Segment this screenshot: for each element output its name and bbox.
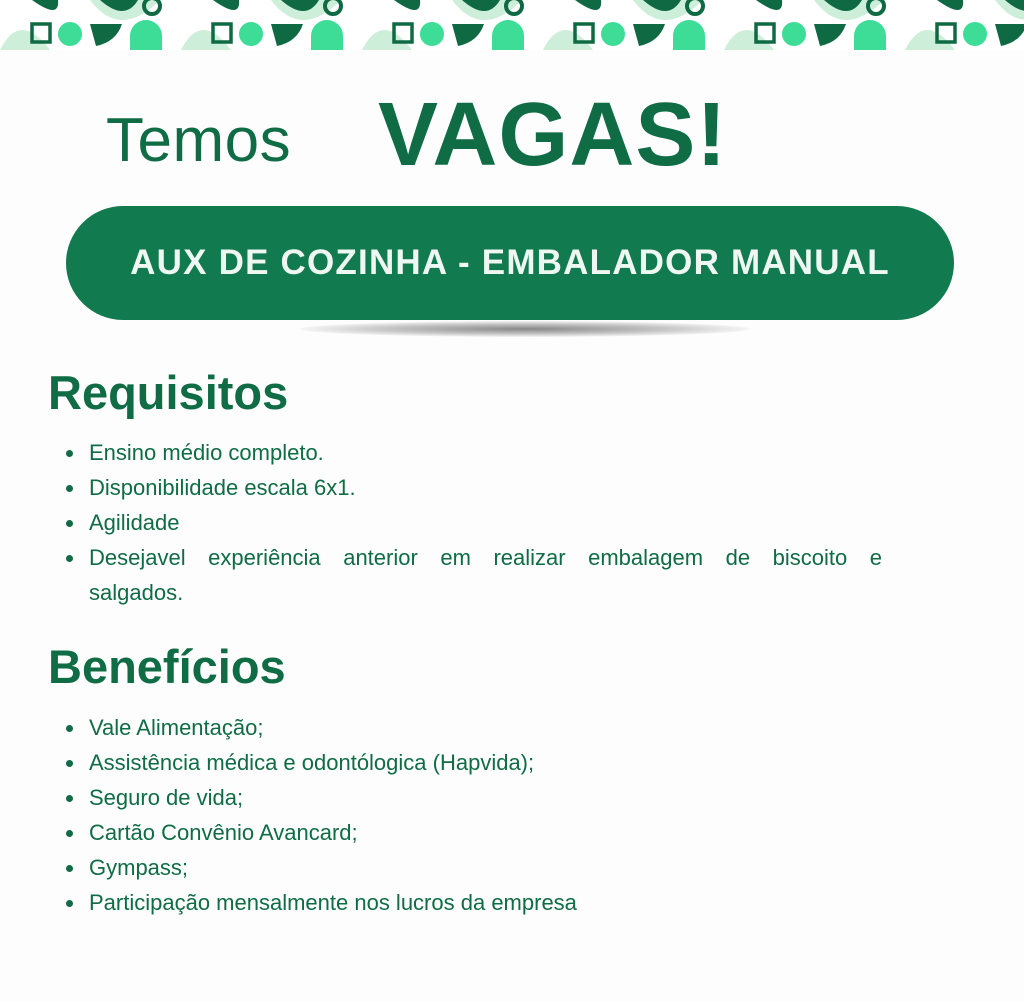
pattern-leaf-dark <box>937 0 963 10</box>
list-item: Cartão Convênio Avancard; <box>62 815 882 850</box>
list-item: Disponibilidade escala 6x1. <box>62 470 882 505</box>
pattern-leaf-dark <box>756 0 782 10</box>
requirements-list <box>62 435 882 610</box>
decorative-pattern-header <box>0 0 1024 50</box>
pattern-leaf-dark <box>633 24 665 46</box>
pattern-leaf-dark <box>814 24 846 46</box>
pattern-leaf-light <box>724 30 774 50</box>
list-item: Participação mensalmente nos lucros da empresa <box>62 885 882 920</box>
pattern-circle <box>782 22 806 46</box>
pattern-circle <box>420 22 444 46</box>
pattern-leaf-light <box>0 30 50 50</box>
list-item: Assistência médica e odontólogica (Hapvida); <box>62 745 882 780</box>
benefits-title: Benefícios <box>48 640 286 693</box>
headline <box>0 84 1024 194</box>
pattern-arch <box>673 20 705 50</box>
pattern-circle <box>963 22 987 46</box>
pattern-circle <box>239 22 263 46</box>
requirements-title: Requisitos <box>48 366 289 419</box>
pattern-arch <box>130 20 162 50</box>
list-item: Ensino médio completo. <box>62 435 882 470</box>
banner-shadow <box>300 321 750 337</box>
benefits-list <box>62 710 882 920</box>
pattern-leaf-light <box>362 30 412 50</box>
pattern-leaf-dark <box>394 0 420 10</box>
pattern-leaf-dark <box>32 0 58 10</box>
list-item: Desejavel experiência anterior em realizar embalagem de biscoito e salgados. <box>62 540 882 610</box>
headline-lead: Temos <box>106 106 292 175</box>
pattern-leaf-light <box>543 30 593 50</box>
job-title-banner <box>66 206 954 320</box>
list-item: Seguro de vida; <box>62 780 882 815</box>
pattern-leaf-dark <box>271 24 303 46</box>
pattern-leaf-dark <box>90 24 122 46</box>
pattern-leaf-dark <box>575 0 601 10</box>
list-item: Gympass; <box>62 850 882 885</box>
list-item: Agilidade <box>62 505 882 540</box>
headline-emphasis: VAGAS! <box>378 85 728 185</box>
pattern-arch <box>854 20 886 50</box>
pattern-leaf-dark <box>995 24 1024 46</box>
pattern-circle <box>601 22 625 46</box>
pattern-leaf-light <box>905 30 955 50</box>
job-title: AUX DE COZINHA - EMBALADOR MANUAL <box>130 243 890 282</box>
pattern-circle <box>58 22 82 46</box>
pattern-leaf-light <box>181 30 231 50</box>
pattern-leaf-dark <box>452 24 484 46</box>
pattern-arch <box>492 20 524 50</box>
pattern-leaf-dark <box>213 0 239 10</box>
pattern-arch <box>311 20 343 50</box>
list-item: Vale Alimentação; <box>62 710 882 745</box>
